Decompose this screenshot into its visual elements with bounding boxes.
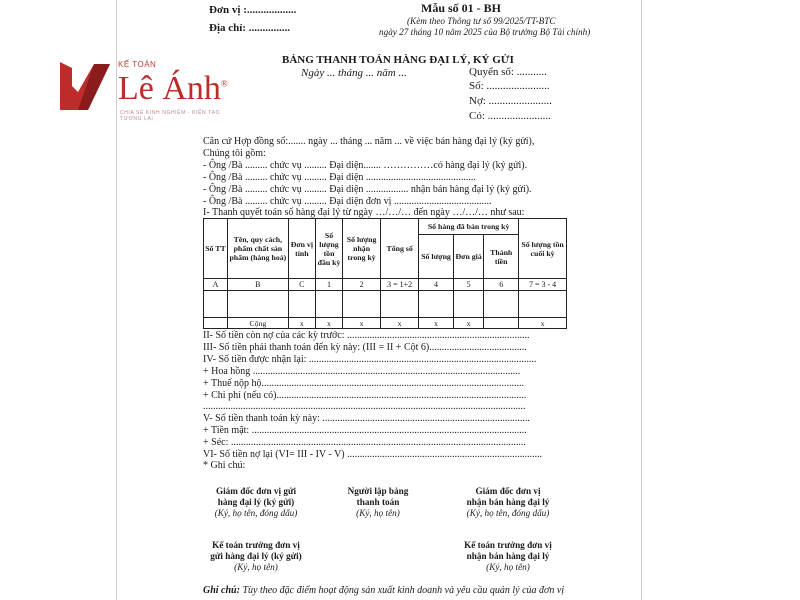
table-row <box>204 291 567 318</box>
sig-note: (Ký, họ tên, đóng dấu) <box>214 508 298 518</box>
document-title: BẢNG THANH TOÁN HÀNG ĐẠI LÝ, KÝ GỬI <box>282 54 514 66</box>
signature-consignor-chief-accountant <box>191 540 321 573</box>
total-row <box>204 318 567 329</box>
total-label: Cộng <box>227 318 288 329</box>
signature-preparer <box>323 486 433 519</box>
col-closing-qty: Số lượng tồn cuối kỳ <box>519 219 567 279</box>
sig-note: (Ký, họ tên) <box>234 562 278 572</box>
party-line-3: - Ông /Bà ......... chức vụ ......... Đại diện ................. nhận bán hàng đại lý (ký gửi). <box>203 184 532 195</box>
document-date: Ngày ... tháng ... năm ... <box>301 67 407 79</box>
registered-mark: ® <box>220 78 228 89</box>
column-codes-row <box>204 279 567 291</box>
col-sold-qty: Số lượng <box>419 235 454 279</box>
line-blank: ................................................................................................................................. <box>203 401 526 412</box>
code-cell: 4 <box>419 279 454 291</box>
line-commission: + Hoa hồng ........................................................................................................... <box>203 366 521 377</box>
party-line-4: - Ông /Bà ......... chức vụ ......... Đại diện đơn vị ....................................... <box>203 196 492 207</box>
line-iii: III- Số tiền phải thanh toán đến kỳ này: (III = II + Cột 6)....................................... <box>203 342 527 353</box>
sig-title: nhận bán hàng đại lý <box>466 551 550 561</box>
logo-tagline: CHIA SẺ KINH NGHIỆM · KIẾN TẠO TƯƠNG LAI <box>120 110 221 122</box>
footer-note-label: Ghi chú: <box>203 585 240 596</box>
sig-title: hàng đại lý (ký gửi) <box>217 497 295 507</box>
line-cash: + Tiền mặt: .............................................................................................................. <box>203 425 527 436</box>
address-label: Địa chỉ: ............... <box>209 22 290 34</box>
code-cell: A <box>204 279 228 291</box>
x-cell: x <box>519 318 567 329</box>
contract-basis: Căn cứ Hợp đồng số:....... ngày ... tháng ... năm ... về việc bán hàng đại lý (ký gửi), <box>203 136 535 147</box>
form-number: Mẫu số 01 - BH <box>421 1 502 15</box>
settlement-table <box>203 218 567 329</box>
section-1-heading: I- Thanh quyết toán số hàng đại lý từ ngày …/…/… đến ngày …/…/… như sau: <box>203 207 525 218</box>
signature-agent-chief-accountant <box>443 540 573 573</box>
line-v: V- Số tiền thanh toán kỳ này: ................................................................................... <box>203 413 530 424</box>
col-unit: Đơn vị tính <box>288 219 315 279</box>
code-cell: 1 <box>315 279 342 291</box>
note-label: * Ghi chú: <box>203 460 246 471</box>
col-opening-qty: Số lượng tồn đầu kỳ <box>315 219 342 279</box>
x-cell: x <box>288 318 315 329</box>
sig-title: gửi hàng đại lý (ký gửi) <box>210 551 302 561</box>
party-line-2: - Ông /Bà ......... chức vụ ......... Đại diện ............................................ <box>203 172 476 183</box>
credit-account: Có: ....................... <box>469 110 551 122</box>
footer-note <box>203 585 564 596</box>
code-cell: 3 = 1+2 <box>381 279 419 291</box>
voucher-number: Số: ....................... <box>469 80 550 92</box>
x-cell: x <box>315 318 342 329</box>
col-total: Tổng số <box>381 219 419 279</box>
logo-name <box>118 70 228 108</box>
footer-note-text: Tùy theo đặc điểm hoạt động sản xuất kinh doanh và yêu cầu quản lý của đơn vị <box>242 585 565 596</box>
line-cheque: + Séc: ...................................................................................................................... <box>203 437 526 448</box>
sig-title: Kế toán trưởng đơn vị <box>212 540 300 550</box>
code-cell: B <box>227 279 288 291</box>
signature-agent-director <box>443 486 573 519</box>
code-cell: 2 <box>343 279 381 291</box>
sig-note: (Ký, họ tên, đóng dấu) <box>466 508 550 518</box>
sig-title: Người lập bảng <box>347 486 409 496</box>
book-number: Quyển số: ........... <box>469 66 547 78</box>
x-cell: x <box>343 318 381 329</box>
signature-consignor-director <box>191 486 321 519</box>
line-vi: VI- Số tiền nợ lại (VI= III - IV - V) .............................................................................. <box>203 449 543 460</box>
line-tax: + Thuế nộp hộ......................................................................................................... <box>203 378 525 389</box>
x-cell: x <box>419 318 454 329</box>
unit-label: Đơn vị :.................. <box>209 4 297 16</box>
col-received-qty: Số lượng nhận trong kỳ <box>343 219 381 279</box>
x-cell: x <box>381 318 419 329</box>
brand-logo <box>58 60 238 120</box>
sig-note: (Ký, họ tên) <box>356 508 400 518</box>
col-sold-group: Số hàng đã bán trong kỳ <box>419 219 519 235</box>
logo-mark-icon <box>58 60 118 112</box>
circular-line-1: (Kèm theo Thông tư số 99/2025/TT-BTC <box>407 16 556 26</box>
sig-note: (Ký, họ tên) <box>486 562 530 572</box>
col-product-name: Tên, quy cách, phẩm chất sản phẩm (hàng hoá) <box>227 219 288 279</box>
line-ii: II- Số tiền còn nợ của các kỳ trước: ......................................................................... <box>203 330 530 341</box>
sig-title: nhận bán hàng đại lý <box>466 497 550 507</box>
code-cell: 7 = 3 - 4 <box>519 279 567 291</box>
col-stt: Số TT <box>204 219 228 279</box>
debit-account: Nợ: ....................... <box>469 95 552 107</box>
x-cell: x <box>453 318 483 329</box>
parties-intro: Chúng tôi gồm: <box>203 148 266 159</box>
col-amount: Thành tiền <box>484 235 519 279</box>
sig-title: Giám đốc đơn vị <box>475 486 541 496</box>
line-iv: IV- Số tiền được nhận lại: ........................................................................................... <box>203 354 537 365</box>
logo-subtitle: KẾ TOÁN <box>118 60 157 69</box>
code-cell: 5 <box>453 279 483 291</box>
code-cell: 6 <box>484 279 519 291</box>
code-cell: C <box>288 279 315 291</box>
circular-line-2: ngày 27 tháng 10 năm 2025 của Bộ trưởng Bộ Tài chính) <box>379 27 591 37</box>
col-unit-price: Đơn giá <box>453 235 483 279</box>
party-line-1: - Ông /Bà ......... chức vụ ......... Đại diện....... ……………có hàng đại lý (ký gửi). <box>203 160 528 171</box>
sig-title: Kế toán trưởng đơn vị <box>464 540 552 550</box>
sig-title: Giám đốc đơn vị gửi <box>215 486 297 496</box>
logo-name-text: Lê Ánh <box>118 70 221 107</box>
sig-title: thanh toán <box>356 497 400 507</box>
line-expense: + Chi phí (nếu có).................................................................................................... <box>203 390 527 401</box>
